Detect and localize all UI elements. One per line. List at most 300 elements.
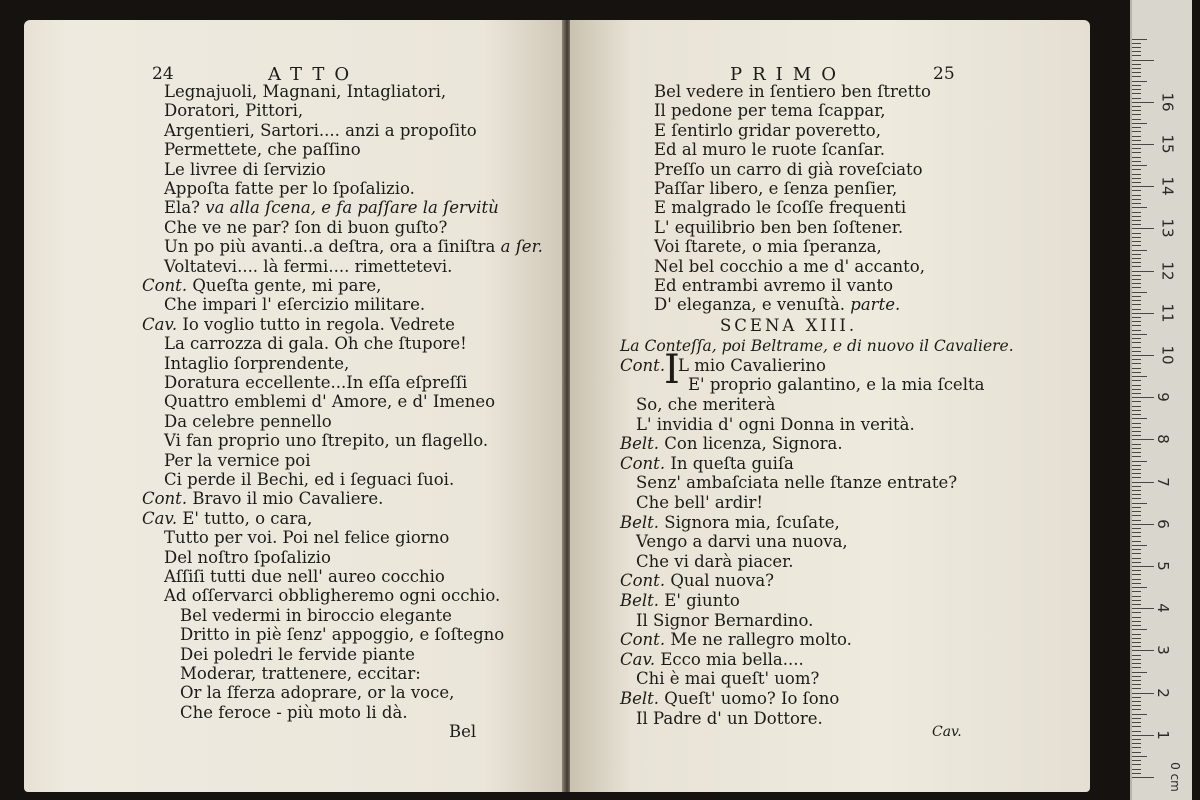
text-line — [164, 354, 349, 374]
line-text: Il Signor Bernardino. — [636, 610, 814, 630]
ruler-tick — [1132, 507, 1141, 508]
ruler-tick — [1132, 621, 1141, 622]
text-line — [620, 571, 774, 591]
speaker-label: Cav. — [142, 314, 178, 334]
text-line — [654, 82, 931, 102]
ruler-tick — [1132, 207, 1147, 208]
ruler-tick — [1132, 186, 1154, 187]
ruler-tick — [1132, 51, 1141, 52]
ruler-tick — [1132, 634, 1141, 635]
line-text: Che impari l' eſercizio militare. — [164, 295, 426, 315]
line-text: Senz' ambaſciata nelle ſtanze entrate? — [636, 473, 958, 493]
ruler-tick — [1132, 68, 1141, 69]
ruler-tick — [1132, 258, 1141, 259]
line-text: Doratura eccellente...In eſſa eſpreſſi — [164, 373, 468, 392]
text-line — [164, 431, 488, 451]
text-line — [180, 664, 421, 684]
ruler-number: 12 — [1158, 261, 1177, 281]
ruler-tick — [1132, 591, 1141, 592]
line-text: Legnajuoli, Magnani, Intagliatori, — [164, 82, 447, 101]
ruler-tick — [1132, 64, 1141, 65]
ruler-tick — [1132, 701, 1141, 702]
ruler-tick — [1132, 334, 1147, 335]
ruler-tick — [1132, 642, 1141, 643]
line-text: Io voglio tutto in regola. Vedrete — [182, 314, 455, 334]
ruler-tick — [1132, 47, 1141, 48]
ruler-tick — [1132, 355, 1154, 356]
ruler-tick — [1132, 131, 1141, 132]
ruler-tick — [1132, 583, 1141, 584]
speaker-label: Cav. — [142, 508, 178, 528]
line-text: Vi fan proprio uno ſtrepito, un flagello. — [164, 431, 489, 451]
ruler-tick — [1132, 385, 1141, 386]
ruler-tick — [1132, 545, 1147, 546]
text-line — [654, 276, 893, 296]
ruler-tick — [1132, 549, 1141, 550]
ruler-tick — [1132, 532, 1141, 533]
ruler-tick — [1132, 287, 1141, 288]
ruler-tick — [1132, 414, 1141, 415]
line-text: Voi ſtarete, o mia ſperanza, — [654, 237, 882, 257]
ruler-tick — [1132, 672, 1147, 673]
ruler-tick — [1132, 119, 1141, 120]
ruler-tick — [1132, 452, 1141, 453]
ruler-tick — [1132, 220, 1141, 221]
line-text: Che ve ne par? ſon di buon guſto? — [164, 217, 448, 237]
speaker-label: Cont. — [620, 571, 666, 591]
line-text: Il Padre d' un Dottore. — [636, 708, 823, 728]
ruler-tick — [1132, 587, 1147, 588]
drop-cap: I — [664, 347, 680, 393]
ruler-tick — [1132, 380, 1141, 381]
ruler-number: 16 — [1158, 92, 1177, 112]
text-line — [142, 489, 383, 509]
text-line — [180, 645, 415, 665]
line-text: E ſentirlo gridar poveretto, — [654, 120, 881, 140]
text-line — [164, 257, 452, 277]
ruler-tick — [1132, 127, 1141, 128]
ruler-tick — [1132, 760, 1141, 761]
text-line — [636, 552, 793, 572]
ruler-tick — [1132, 520, 1141, 521]
text-line: E' proprio galantino, e la mia ſcelta — [688, 375, 985, 395]
speaker-label: Cav. — [620, 649, 656, 669]
line-text: Da celebre pennello — [164, 411, 332, 431]
text-line — [180, 683, 454, 703]
ruler-unit-label: 0 cm — [1167, 762, 1182, 792]
ruler-tick — [1132, 473, 1141, 474]
ruler-tick — [1132, 81, 1147, 82]
ruler-number: 3 — [1153, 645, 1172, 656]
line-text: Con licenza, Signora. — [664, 434, 843, 454]
ruler-tick — [1132, 152, 1141, 153]
ruler-tick — [1132, 684, 1141, 685]
page-number-right: 25 — [933, 64, 955, 84]
text-line — [164, 82, 446, 102]
ruler-tick — [1132, 342, 1141, 343]
ruler-tick — [1132, 72, 1141, 73]
ruler-number: 8 — [1153, 434, 1172, 445]
ruler-tick — [1132, 659, 1141, 660]
ruler-tick — [1132, 579, 1141, 580]
catchword-right: Cav. — [932, 724, 962, 740]
line-text: Signora mia, ſcuſate, — [664, 512, 840, 532]
line-text: Intaglio ſorprendente, — [164, 353, 350, 373]
left-page — [24, 20, 564, 792]
line-text: Che bell' ardir! — [636, 493, 764, 512]
ruler-tick — [1132, 245, 1141, 246]
ruler-tick — [1132, 174, 1141, 175]
ruler-tick — [1132, 283, 1141, 284]
text-line — [654, 179, 897, 199]
text-line — [620, 434, 843, 454]
ruler-tick — [1132, 596, 1141, 597]
ruler-tick — [1132, 410, 1141, 411]
text-line — [164, 218, 447, 238]
line-text: E' tutto, o cara, — [182, 508, 313, 528]
running-head-left: ATTO — [268, 64, 360, 85]
ruler-tick — [1132, 566, 1154, 567]
text-line — [636, 473, 957, 493]
line-text: Che feroce - più moto li dà. — [180, 702, 408, 722]
line-text: Vengo a darvi una nuova, — [636, 532, 848, 552]
line-text: Voltatevi.... là fermi.... rimettetevi. — [164, 256, 453, 276]
ruler-tick — [1132, 199, 1141, 200]
ruler-tick — [1132, 351, 1141, 352]
ruler-tick — [1132, 726, 1141, 727]
ruler-tick — [1132, 93, 1141, 94]
ruler-tick — [1132, 148, 1141, 149]
ruler-tick — [1132, 448, 1141, 449]
line-text: Le livree di ſervizio — [164, 159, 326, 179]
line-text: In queſta guiſa — [670, 453, 794, 473]
line-text: Queſta gente, mi pare, — [192, 276, 382, 295]
ruler-tick — [1132, 338, 1141, 339]
line-text: Me ne rallegro molto. — [670, 630, 852, 650]
ruler-tick — [1132, 250, 1147, 251]
ruler-tick — [1132, 212, 1141, 213]
ruler-number: 1 — [1153, 730, 1172, 740]
ruler-tick — [1132, 667, 1141, 668]
ruler-tick — [1132, 739, 1141, 740]
text-line — [654, 140, 885, 160]
ruler-tick — [1132, 477, 1141, 478]
text-line — [654, 121, 881, 141]
ruler-tick — [1132, 646, 1141, 647]
ruler-tick — [1132, 625, 1141, 626]
line-text: Il pedone per tema ſcappar, — [654, 101, 886, 121]
ruler-tick — [1132, 300, 1141, 301]
ruler-tick — [1132, 102, 1154, 103]
ruler-tick — [1132, 423, 1141, 424]
ruler-tick — [1132, 292, 1147, 293]
right-page — [570, 20, 1090, 792]
stage-direction: a ſer. — [500, 237, 543, 257]
text-line — [654, 295, 900, 315]
ruler-tick — [1132, 731, 1141, 732]
line-text: Argentieri, Sartori.... anzi a propoſito — [164, 120, 477, 140]
ruler-tick — [1132, 743, 1141, 744]
text-line — [620, 650, 804, 670]
ruler-number: 13 — [1158, 218, 1177, 238]
text-line — [636, 669, 819, 689]
ruler-tick — [1132, 427, 1141, 428]
ruler-tick — [1132, 709, 1141, 710]
text-line — [164, 528, 449, 548]
ruler-tick — [1132, 705, 1141, 706]
ruler-number: 6 — [1153, 519, 1172, 529]
ruler-tick — [1132, 418, 1147, 419]
ruler-tick — [1132, 431, 1141, 432]
ruler-tick — [1132, 482, 1154, 483]
text-line — [164, 101, 303, 121]
text-line — [180, 625, 504, 645]
ruler-tick — [1132, 106, 1141, 107]
ruler-tick — [1132, 317, 1141, 318]
ruler-tick — [1132, 773, 1141, 774]
line-text: Ed al muro le ruote ſcanſar. — [654, 140, 885, 160]
stage-direction: parte. — [850, 295, 901, 315]
ruler-tick — [1132, 140, 1141, 141]
ruler-tick — [1132, 439, 1154, 440]
ruler-number: 10 — [1158, 345, 1177, 365]
ruler-tick — [1132, 359, 1141, 360]
line-text: Bel vedermi in biroccio elegante — [180, 605, 452, 625]
ruler-tick — [1132, 722, 1141, 723]
text-line — [654, 198, 906, 218]
ruler-tick — [1132, 735, 1154, 736]
ruler-tick — [1132, 190, 1141, 191]
ruler-tick — [1132, 98, 1141, 99]
text-line — [164, 470, 454, 490]
open-book — [14, 14, 1104, 786]
ruler-tick — [1132, 524, 1154, 525]
ruler-tick — [1132, 676, 1141, 677]
ruler-tick — [1132, 697, 1141, 698]
ruler-tick — [1132, 541, 1141, 542]
ruler-tick — [1132, 136, 1141, 137]
scene-cast: La Conteſſa, poi Beltrame, e di nuovo il Cavaliere. — [620, 337, 1014, 355]
text-line — [636, 532, 848, 552]
ruler-tick — [1132, 503, 1147, 504]
text-line — [164, 198, 499, 218]
text-line: L mio Cavalierino — [678, 356, 826, 375]
speaker-label: Cont. — [142, 489, 188, 509]
ruler-tick — [1132, 747, 1141, 748]
text-line — [164, 373, 467, 393]
ruler-tick — [1132, 465, 1141, 466]
ruler-number: 4 — [1153, 603, 1172, 613]
ruler-tick — [1132, 330, 1141, 331]
ruler-tick — [1132, 178, 1141, 179]
ruler-tick — [1132, 655, 1141, 656]
line-text: Ci perde il Bechi, ed i ſeguaci ſuoi. — [164, 470, 455, 489]
ruler-number: 7 — [1153, 476, 1172, 487]
line-text: Ad oſſervarci obbligheremo ogni occhio. — [164, 586, 501, 606]
ruler-tick — [1132, 612, 1141, 613]
ruler-tick — [1132, 397, 1154, 398]
speaker-label: Cont. — [620, 630, 666, 650]
ruler-tick — [1132, 76, 1141, 77]
text-line — [620, 513, 840, 533]
line-text: Che vi darà piacer. — [636, 551, 794, 571]
catchword-left: Bel — [449, 722, 477, 741]
line-text: Ed entrambi avremo il vanto — [654, 276, 894, 295]
ruler-tick — [1132, 279, 1141, 280]
ruler-tick — [1132, 617, 1141, 618]
ruler-tick — [1132, 714, 1147, 715]
ruler-tick — [1132, 224, 1141, 225]
ruler-tick — [1132, 85, 1141, 86]
text-line — [620, 689, 839, 709]
text-line — [654, 237, 882, 257]
ruler-tick — [1132, 43, 1141, 44]
ruler-tick — [1132, 536, 1141, 537]
ruler-tick — [1132, 435, 1141, 436]
measurement-ruler — [1130, 0, 1192, 800]
speaker-label: Cont. — [142, 276, 188, 295]
line-text: Ecco mia bella.... — [660, 649, 804, 669]
ruler-tick — [1132, 241, 1141, 242]
ruler-tick — [1132, 89, 1141, 90]
ruler-tick — [1132, 262, 1141, 263]
ruler-tick — [1132, 574, 1141, 575]
ruler-tick — [1132, 182, 1141, 183]
line-text: Qual nuova? — [670, 571, 775, 591]
line-text: Tutto per voi. Poi nel felice giorno — [164, 528, 450, 548]
running-head-right: PRIMO — [730, 64, 846, 85]
ruler-tick — [1132, 321, 1141, 322]
ruler-number: 14 — [1158, 176, 1177, 196]
text-line — [164, 392, 495, 412]
ruler-tick — [1132, 511, 1141, 512]
text-line — [142, 509, 312, 529]
text-line — [180, 703, 408, 723]
text-line — [164, 548, 331, 568]
ruler-number: 5 — [1153, 561, 1172, 571]
ruler-tick — [1132, 604, 1141, 605]
line-text: Permettete, che paſſino — [164, 140, 361, 160]
ruler-tick — [1132, 254, 1141, 255]
ruler-tick — [1132, 368, 1141, 369]
ruler-tick — [1132, 718, 1141, 719]
ruler-tick — [1132, 650, 1154, 651]
ruler-tick — [1132, 558, 1141, 559]
text-line — [164, 334, 467, 354]
ruler-tick — [1132, 393, 1141, 394]
ruler-number: 9 — [1153, 392, 1172, 402]
text-line — [142, 315, 455, 335]
ruler-tick — [1132, 39, 1147, 40]
ruler-tick — [1132, 161, 1141, 162]
ruler-tick — [1132, 629, 1147, 630]
text-line — [164, 121, 477, 141]
text-line — [636, 395, 775, 415]
ruler-tick — [1132, 347, 1141, 348]
line-text: Dritto in piè ſenz' appoggio, e ſoſtegno — [180, 625, 505, 645]
ruler-tick — [1132, 406, 1141, 407]
ruler-tick — [1132, 372, 1141, 373]
ruler-tick — [1132, 498, 1141, 499]
line-text: Per la vernice poi — [164, 450, 311, 470]
line-text: D' eleganza, e venuſtà. — [654, 295, 846, 315]
ruler-tick — [1132, 528, 1141, 529]
line-text: Ela? — [164, 198, 201, 218]
text-line — [620, 591, 740, 611]
line-text: Appoſta fatte per lo ſpoſalizio. — [164, 179, 415, 198]
ruler-tick — [1132, 271, 1154, 272]
ruler-tick — [1132, 570, 1141, 571]
ruler-tick — [1132, 769, 1141, 770]
ruler-tick — [1132, 401, 1141, 402]
ruler-tick — [1132, 363, 1141, 364]
ruler-tick — [1132, 764, 1141, 765]
speaker-label: Belt. — [620, 512, 660, 532]
ruler-tick — [1132, 228, 1154, 229]
ruler-tick — [1132, 469, 1141, 470]
speaker-label: Belt. — [620, 591, 660, 610]
line-text: So, che meriterà — [636, 395, 776, 414]
ruler-tick — [1132, 110, 1141, 111]
ruler-tick — [1132, 165, 1147, 166]
ruler-tick — [1132, 123, 1147, 124]
line-text: Quattro emblemi d' Amore, e d' Imeneo — [164, 392, 496, 412]
line-text: La carrozza di gala. Oh che ſtupore! — [164, 334, 467, 354]
ruler-tick — [1132, 389, 1141, 390]
line-text: Chi è mai queſt' uom? — [636, 669, 820, 689]
line-text: Bravo il mio Cavaliere. — [192, 489, 384, 509]
ruler-tick — [1132, 60, 1154, 61]
ruler-tick — [1132, 237, 1141, 238]
line-text: Doratori, Pittori, — [164, 101, 304, 121]
line-text: Del noſtro ſpoſalizio — [164, 547, 331, 567]
text-line — [636, 493, 763, 513]
ruler-number: 11 — [1158, 303, 1177, 323]
ruler-tick — [1132, 266, 1141, 267]
line-text: Aſſiſi tutti due nell' aureo cocchio — [164, 567, 445, 586]
text-line — [636, 611, 813, 631]
text-line — [636, 415, 915, 435]
speaker-label: Belt. — [620, 689, 660, 708]
scene-title: SCENA XIII. — [720, 316, 858, 335]
ruler-tick — [1132, 752, 1141, 753]
text-line — [164, 451, 311, 471]
ruler-tick — [1132, 490, 1141, 491]
line-text: Queſt' uomo? Io ſono — [664, 689, 840, 708]
text-line — [164, 179, 415, 199]
text-line — [654, 160, 923, 180]
text-line — [654, 101, 886, 121]
ruler-tick — [1132, 195, 1141, 196]
line-text: L' invidia d' ogni Donna in verità. — [636, 414, 915, 434]
ruler-tick — [1132, 562, 1141, 563]
ruler-tick — [1132, 777, 1154, 778]
line-text: Moderar, trattenere, eccitar: — [180, 664, 421, 683]
text-line — [620, 630, 852, 650]
ruler-tick — [1132, 376, 1147, 377]
ruler-number: 15 — [1158, 134, 1177, 154]
line-text: Preſſo un carro di già roveſciato — [654, 159, 923, 179]
ruler-tick — [1132, 456, 1141, 457]
ruler-tick — [1132, 275, 1141, 276]
ruler-tick — [1132, 216, 1141, 217]
ruler-tick — [1132, 55, 1141, 56]
page-number-left: 24 — [152, 64, 174, 84]
text-line — [164, 295, 425, 315]
text-line — [654, 218, 903, 238]
speaker-label: Cont. — [620, 356, 666, 375]
line-text: Un po più avanti..a deſtra, ora a ſiniſtra — [164, 237, 496, 257]
